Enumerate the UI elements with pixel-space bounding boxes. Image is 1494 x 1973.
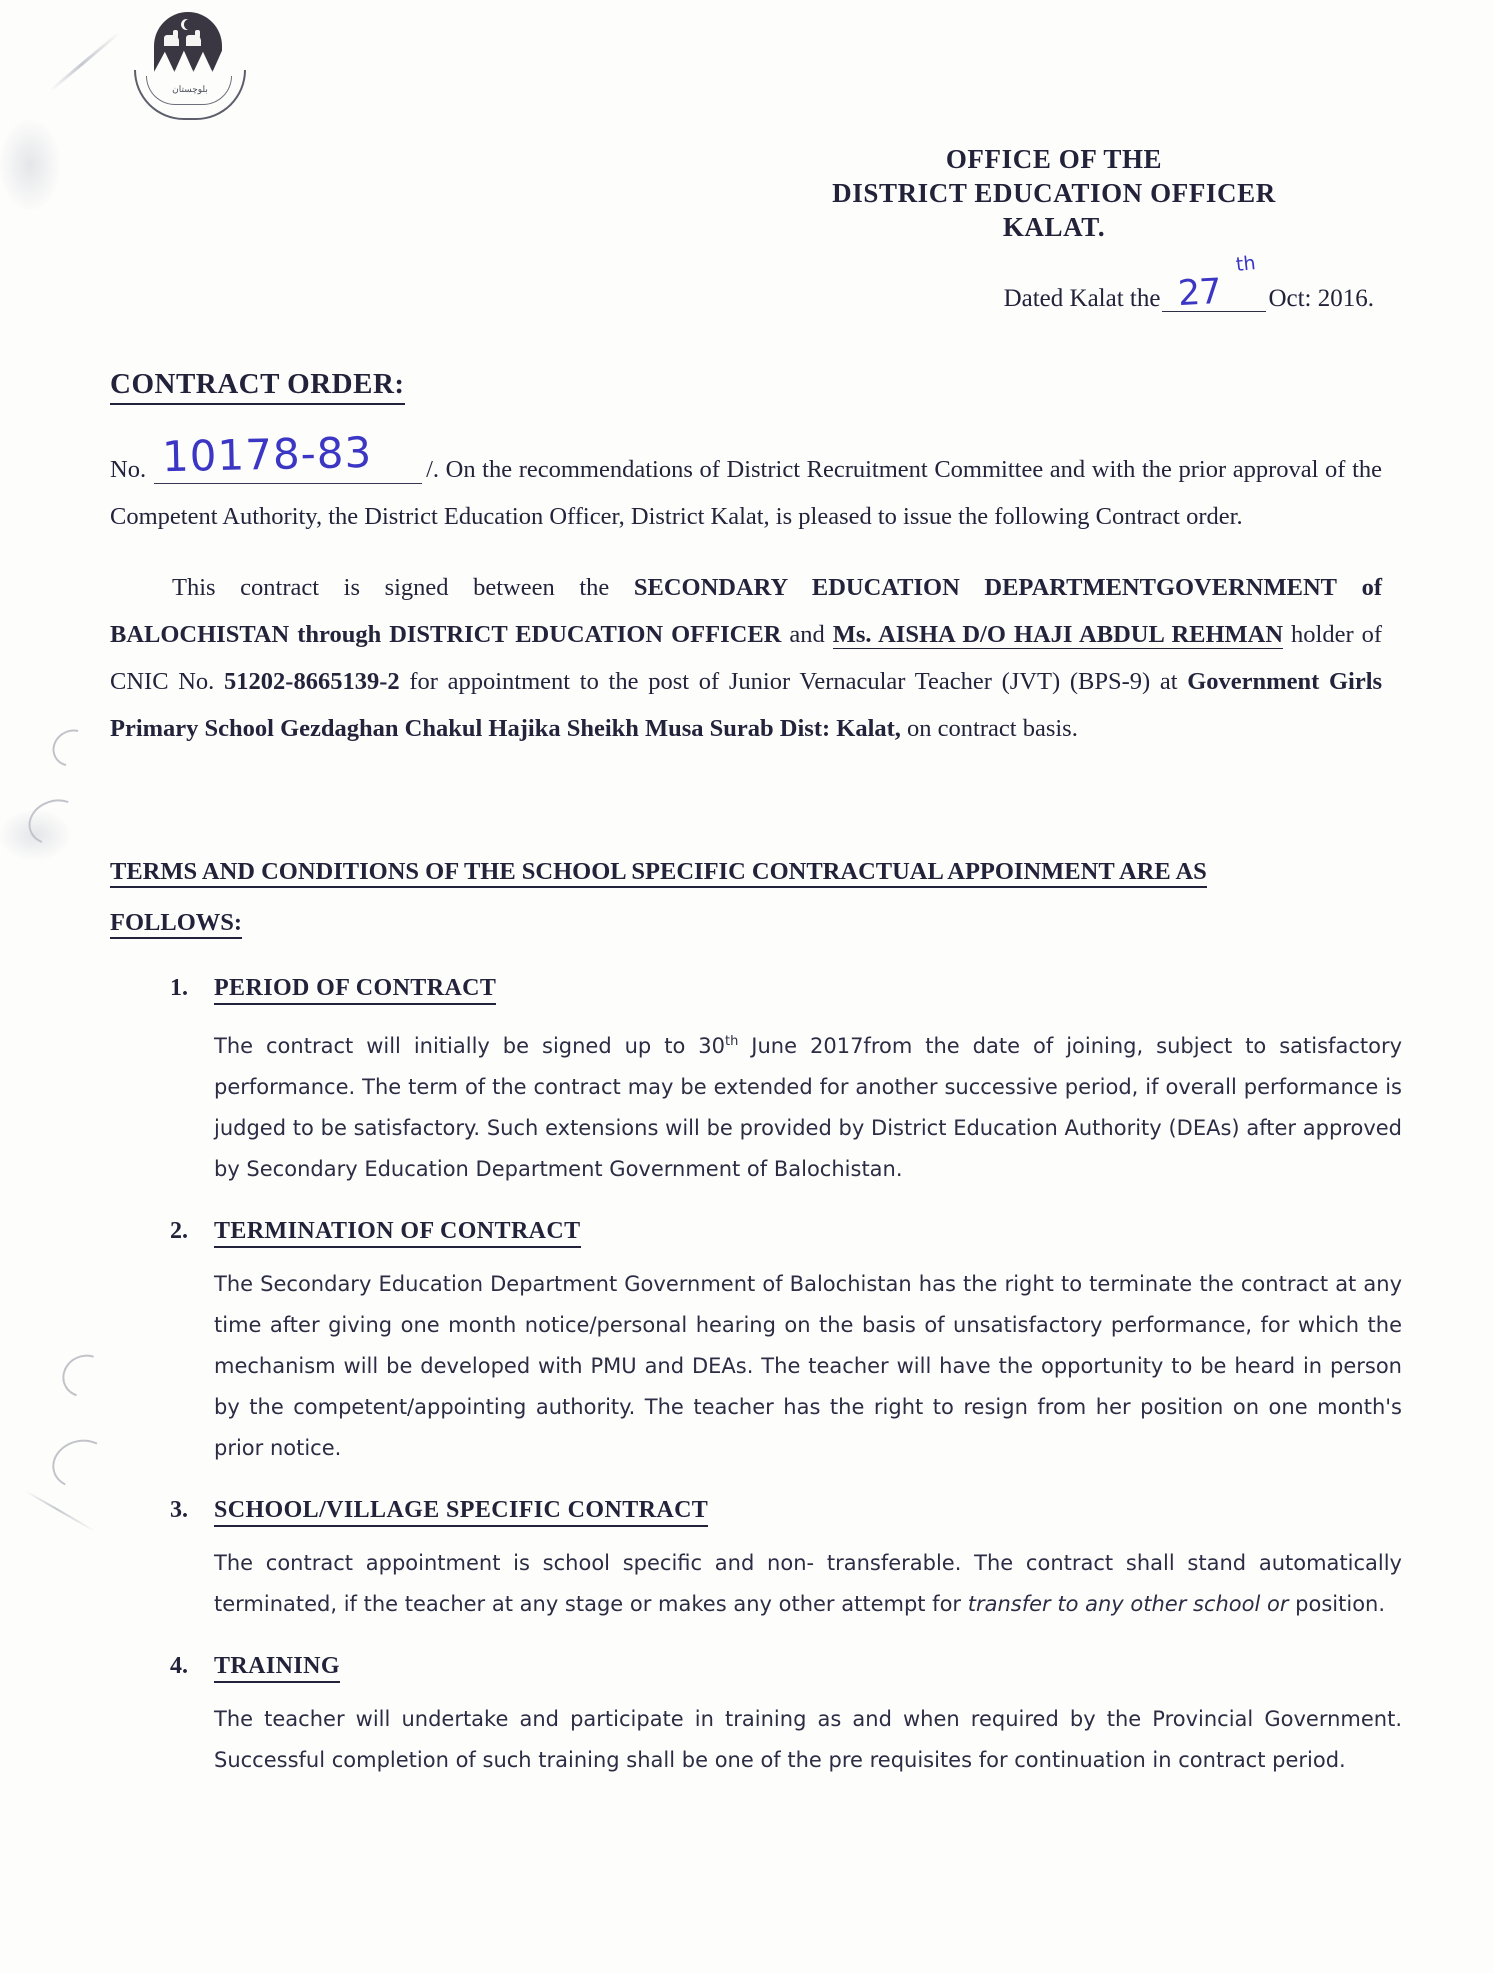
cnic-value: 51202-8665139-2 — [224, 668, 400, 695]
order-number-field[interactable] — [154, 427, 422, 484]
section-body-part1: The contract appointment is school specific and non- transferable. The contract shall stand automatically terminated, if the teacher at any stage or makes any other attempt for — [214, 1551, 1402, 1616]
section-header — [170, 1218, 1402, 1248]
document-body — [110, 427, 1383, 766]
employee-name: Ms. AISHA D/O HAJI ABDUL REHMAN — [832, 621, 1284, 648]
scan-artifact-streak — [25, 1490, 95, 1532]
section-body-part2: position. — [1288, 1592, 1386, 1616]
section-body — [214, 1021, 1402, 1190]
terms-heading-line1: TERMS AND CONDITIONS OF THE SCHOOL SPECIFIC CONTRACTUAL APPOINMENT ARE AS — [110, 858, 1207, 888]
section-body: The teacher will undertake and participate in training as and when required by the Provincial Government. Successful completion of such training shall be one of the pre requisites for continuation in contract period. — [214, 1707, 1402, 1772]
terms-heading-line2: FOLLOWS: — [110, 909, 242, 939]
dated-suffix: Oct: 2016. — [1268, 285, 1374, 312]
section-body-ordinal-suffix: th — [725, 1034, 739, 1049]
section-period-of-contract — [170, 975, 1402, 1190]
scan-artifact-arc — [46, 722, 99, 773]
dated-prefix: Dated Kalat the — [1003, 285, 1161, 312]
scan-artifact-arc — [22, 792, 88, 852]
agreement-lead: This contract is signed between the — [172, 574, 610, 601]
section-header — [170, 1497, 1402, 1527]
office-header — [734, 142, 1374, 244]
date-handwritten-value: 27 — [1177, 271, 1223, 315]
agreement-province: BALOCHISTAN — [110, 621, 290, 648]
scan-artifact-smudge — [0, 810, 70, 860]
section-body-part2: June 2017from the date of joining, subject to satisfactory performance. The term of the contract may be extended for another successive period, if overall performance is judged to be satisfactory. Such extensions will be provided by District Education Authority (DEAs) after approved by Secondary Education Department Government of Balochistan. — [214, 1034, 1403, 1181]
agreement-party-one: SECONDARY EDUCATION DEPARTMENTGOVERNMENT — [633, 574, 1337, 601]
office-header-line3: KALAT. — [1002, 212, 1106, 242]
crescent-moon-icon — [181, 19, 192, 30]
government-emblem — [132, 8, 244, 118]
office-header-line2: DISTRICT EDUCATION OFFICER — [832, 178, 1276, 208]
agreement-party-two: DISTRICT EDUCATION OFFICER — [389, 621, 782, 648]
section-body-italic: transfer to any other school or — [967, 1592, 1289, 1616]
scan-artifact-smudge — [0, 120, 60, 210]
mountain-icon — [154, 46, 222, 72]
section-body — [214, 1543, 1402, 1625]
agreement-and-word: and — [789, 621, 825, 648]
scan-artifact-streak — [50, 31, 121, 91]
section-body: The Secondary Education Department Government of Balochistan has the right to terminate the contract at any time after giving one month notice/personal hearing on the basis of unsatisfactory performance, for which the mechanism will be developed with PMU and DEAs. The teacher will have the opportunity to be heard in person by the competent/appointing authority. The teacher has the right to resign from her position on one month's prior notice. — [214, 1272, 1402, 1460]
section-number: 1. — [170, 975, 188, 1001]
no-label: No. — [110, 456, 147, 483]
contract-order-title: CONTRACT ORDER: — [110, 368, 405, 405]
scan-artifact-arc — [55, 1347, 114, 1405]
dated-line — [1003, 252, 1374, 315]
emblem-banner-text: بلوچستان — [172, 84, 208, 94]
section-header — [170, 1653, 1402, 1683]
contract-order-intro-text: /. On the recommendations of District Recruitment Committee and with the prior approval of the Competent Authority, the District Education Officer, District Kalat, is pleased to issue the following Contract order. — [110, 456, 1382, 530]
section-termination-of-contract — [170, 1218, 1402, 1469]
section-title: PERIOD OF CONTRACT — [214, 975, 496, 1005]
section-training — [170, 1653, 1402, 1781]
section-title: TRAINING — [214, 1653, 340, 1683]
date-handwritten-suffix: th — [1235, 252, 1258, 276]
agreement-paragraph — [110, 564, 1382, 752]
section-body-part1: The contract will initially be signed up to 30 — [214, 1034, 725, 1058]
post-text: for appointment to the post of Junior Vernacular Teacher (JVT) (BPS-9) at — [409, 668, 1178, 695]
order-number-handwritten: 10178-83 — [161, 427, 373, 482]
section-title: TERMINATION OF CONTRACT — [214, 1218, 581, 1248]
emblem-banner — [134, 70, 246, 120]
section-number: 3. — [170, 1497, 188, 1523]
agreement-through-word: through — [297, 621, 382, 648]
cnic-label: holder of CNIC No. — [110, 621, 1383, 695]
section-number: 4. — [170, 1653, 188, 1679]
section-title: SCHOOL/VILLAGE SPECIFIC CONTRACT — [214, 1497, 708, 1527]
contract-order-intro-paragraph — [110, 427, 1382, 540]
terms-sections — [170, 975, 1402, 1809]
section-school-village-specific-contract — [170, 1497, 1402, 1625]
date-blank-field[interactable] — [1162, 252, 1266, 315]
scan-artifact-arc — [47, 1433, 115, 1494]
school-name: Government Girls Primary School Gezdaghan Chakul Hajika Sheikh Musa Surab Dist: Kalat, — [110, 668, 1383, 742]
section-header — [170, 975, 1402, 1005]
office-header-line1: OFFICE OF THE — [945, 144, 1163, 174]
terms-and-conditions-heading — [110, 846, 1400, 948]
contract-basis-text: on contract basis. — [907, 715, 1078, 742]
section-number: 2. — [170, 1218, 188, 1244]
agreement-of-word: of — [1361, 574, 1382, 601]
